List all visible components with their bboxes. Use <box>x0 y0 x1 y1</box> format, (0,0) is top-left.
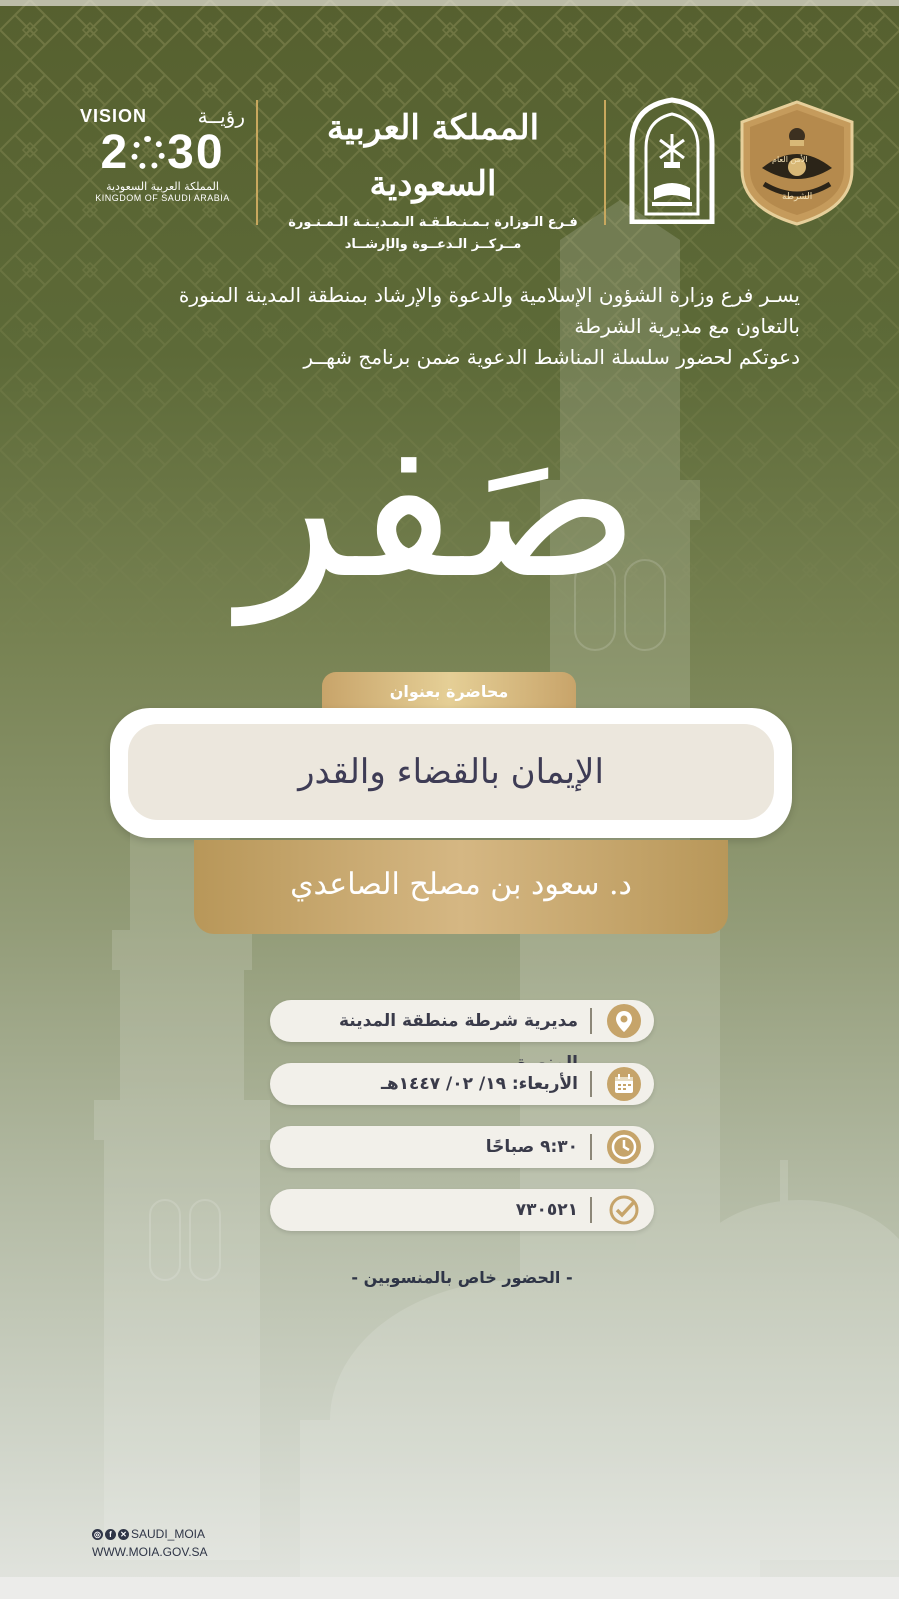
vision-year-right: 30 <box>167 126 225 179</box>
police-text-top: الأمن العام <box>772 155 808 164</box>
instagram-icon: ◎ <box>92 1529 103 1540</box>
social-handle[interactable]: SAUDI_MOIA <box>131 1527 206 1541</box>
check-circle-icon <box>606 1192 642 1228</box>
facebook-icon: f <box>105 1529 116 1540</box>
detail-time <box>270 1126 654 1168</box>
vision-year <box>80 128 245 178</box>
invitation-line-2: بالتعاون مع مديرية الشرطة <box>574 314 800 338</box>
header-divider <box>256 100 258 225</box>
lecture-badge: محاضرة بعنوان <box>322 672 576 714</box>
detail-time-text: ٩:٣٠ صباحًا <box>485 1137 578 1157</box>
police-emblem-icon <box>738 100 856 226</box>
x-icon: ✕ <box>118 1529 129 1540</box>
location-pin-icon <box>606 1003 642 1039</box>
attendance-note: - الحضور خاص بالمنسوبين - <box>351 1268 573 1287</box>
bottom-edge <box>0 1577 899 1599</box>
vision-ar-label: رؤيــة <box>197 104 245 128</box>
detail-location <box>270 1000 654 1042</box>
header-divider-2 <box>604 100 606 225</box>
invitation-line-1: يسـر فرع وزارة الشؤون الإسلامية والدعوة والإرشاد بمنطقة المدينة المنورة <box>178 283 800 307</box>
detail-code <box>270 1189 654 1231</box>
top-edge <box>0 0 899 6</box>
vision-2030-logo <box>80 104 245 203</box>
month-calligraphy <box>200 360 680 640</box>
vision-ring-icon <box>131 136 165 170</box>
calendar-icon <box>606 1066 642 1102</box>
branch-line: فـرع الـوزارة بـمـنـطـقـة الـمـديـنـة الـمـنـورة <box>288 215 578 230</box>
detail-location-text: مديرية شرطة منطقة المدينة <box>339 1011 578 1031</box>
lecture-title-card <box>110 708 792 838</box>
center-line: مــركــز الـدعــوة والإرشــاد <box>344 237 522 252</box>
speaker-name: د. سعود بن مصلح الصاعدي <box>194 840 728 934</box>
detail-date-text: الأربعاء: ١٩/ ٠٢/ ١٤٤٧هـ <box>381 1074 578 1094</box>
pill-separator <box>590 1197 592 1223</box>
month-word: صَفر <box>239 380 641 625</box>
vision-en-sub: KINGDOM OF SAUDI ARABIA <box>95 193 230 203</box>
pill-separator <box>590 1008 592 1034</box>
invitation-line-3: دعوتكم لحضور سلسلة المناشط الدعوية ضمن برنامج شهــر <box>303 345 800 369</box>
vision-en-label: VISION <box>80 105 148 126</box>
pill-separator <box>590 1134 592 1160</box>
detail-code-text: ٧٣٠٥٢١ <box>515 1200 578 1220</box>
clock-icon <box>606 1129 642 1165</box>
website-link[interactable]: WWW.MOIA.GOV.SA <box>92 1545 208 1559</box>
vision-ar-sub: المملكة العربية السعودية <box>106 180 219 193</box>
footer-social <box>92 1525 208 1561</box>
kingdom-title: المملكة العربية السعودية <box>326 108 540 204</box>
kingdom-block <box>268 100 598 256</box>
police-text-bottom: الشرطة <box>782 192 813 202</box>
vision-year-left: 2 <box>100 126 130 179</box>
detail-date <box>270 1063 654 1105</box>
lecture-title: الإيمان بالقضاء والقدر <box>128 724 774 820</box>
ministry-emblem-icon <box>624 96 720 224</box>
pill-separator <box>590 1071 592 1097</box>
